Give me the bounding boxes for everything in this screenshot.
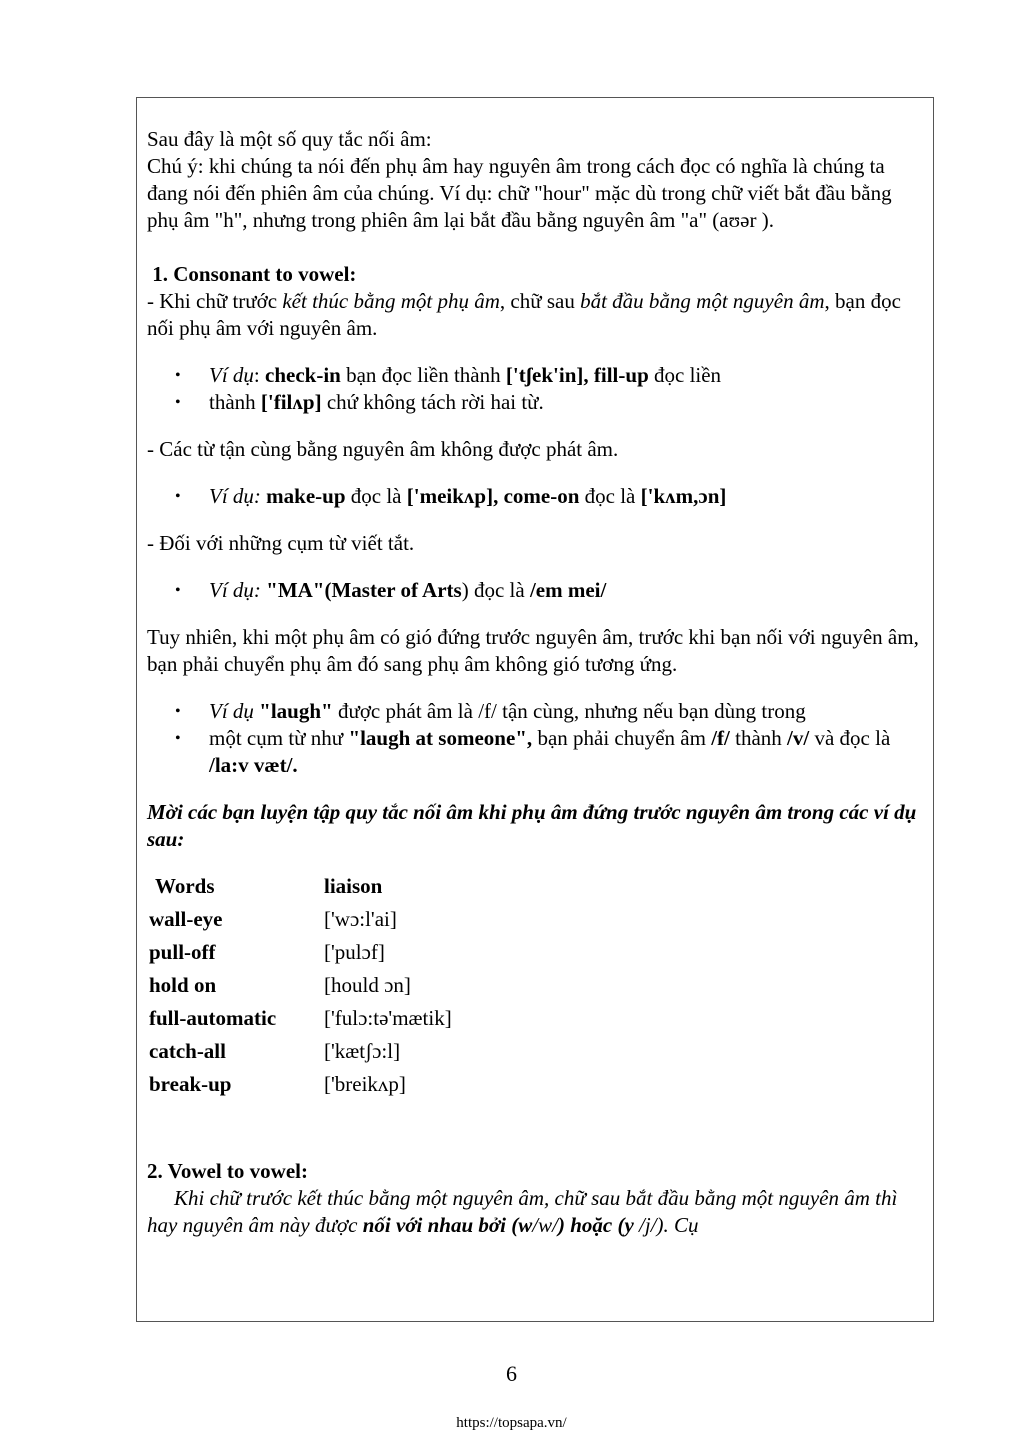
section2-heading: 2. Vowel to vowel: bbox=[147, 1159, 308, 1183]
liaison-cell: ['wɔ:l'ai] bbox=[324, 907, 397, 931]
footer-url: https://topsapa.vn/ bbox=[456, 1415, 567, 1431]
table-row bbox=[149, 906, 452, 939]
table-row bbox=[149, 1071, 452, 1104]
example-list-4 bbox=[147, 698, 927, 779]
word-cell: full-automatic bbox=[149, 1006, 277, 1030]
rule-vowel-vowel: Khi chữ trước kết thúc bằng một nguyên âm, chữ sau bắt đầu bằng một nguyên âm thì hay nguyên âm này được nối với nhau bởi (w/w/) hoặc (y /j/). Cụ bbox=[147, 1186, 898, 1237]
table-row bbox=[149, 972, 452, 1005]
document-body bbox=[147, 126, 927, 1239]
list-item: • một cụm từ như "laugh at someone", bạn phải chuyển âm /f/ thành /v/ và đọc là /la:v vӕt/. bbox=[147, 725, 927, 779]
intro-note: Chú ý: khi chúng ta nói đến phụ âm hay nguyên âm trong cách đọc có nghĩa là chúng ta đang nói đến phiên âm của chúng. Ví dụ: chữ "hour" mặc dù trong chữ viết bắt đầu bằng phụ âm "h", nhưng trong phiên âm lại bắt đầu bằng nguyên âm "a" (aʊər ). bbox=[147, 154, 892, 232]
list-item: • Ví dụ "laugh" được phát âm là /f/ tận cùng, nhưng nếu bạn dùng trong bbox=[147, 698, 927, 725]
word-cell: pull-off bbox=[149, 940, 216, 964]
liaison-cell: ['fulɔ:tə'mætik] bbox=[324, 1006, 452, 1030]
word-cell: catch-all bbox=[149, 1039, 226, 1063]
example-list-3 bbox=[147, 577, 927, 604]
section1-heading: 1. Consonant to vowel: bbox=[147, 262, 357, 286]
practice-instruction: Mời các bạn luyện tập quy tắc nối âm khi phụ âm đứng trước nguyên âm trong các ví dụ sau: bbox=[147, 800, 917, 851]
table-row bbox=[149, 1005, 452, 1038]
liaison-cell: ['pulɔf] bbox=[324, 940, 385, 964]
list-item: • Ví dụ: "MA"(Master of Arts) đọc là /em mei/ bbox=[147, 577, 927, 604]
rule-silent-vowel: - Các từ tận cùng bằng nguyên âm không được phát âm. bbox=[147, 437, 619, 461]
rule-abbreviations: - Đối với những cụm từ viết tắt. bbox=[147, 531, 415, 555]
word-cell: break-up bbox=[149, 1072, 232, 1096]
table-row bbox=[149, 939, 452, 972]
column-header-liaison: liaison bbox=[324, 874, 383, 898]
list-item: • thành ['filʌp] chứ không tách rời hai từ. bbox=[147, 389, 927, 416]
list-item: • Ví dụ: make-up đọc là ['meikʌp], come-on đọc là ['kʌm,ɔn] bbox=[147, 483, 927, 510]
example-list-2 bbox=[147, 483, 927, 510]
page-frame bbox=[136, 97, 934, 1322]
liaison-cell: ['breikʌp] bbox=[324, 1072, 406, 1096]
column-header-words: Words bbox=[155, 874, 215, 898]
liaison-cell: [hould ɔn] bbox=[324, 973, 411, 997]
word-cell: wall-eye bbox=[149, 907, 223, 931]
rule-voiced-consonant: Tuy nhiên, khi một phụ âm có gió đứng trước nguyên âm, trước khi bạn nối với nguyên âm, bạn phải chuyển phụ âm đó sang phụ âm không gió tương ứng. bbox=[147, 625, 919, 676]
table-row bbox=[149, 1038, 452, 1071]
word-cell: hold on bbox=[149, 973, 217, 997]
table-header-row bbox=[149, 873, 452, 906]
page-number: 6 bbox=[506, 1361, 517, 1386]
rule-consonant-vowel: - Khi chữ trước kết thúc bằng một phụ âm, chữ sau bắt đầu bằng một nguyên âm, bạn đọc nối phụ âm với nguyên âm. bbox=[147, 289, 901, 340]
list-item: • Ví dụ: check-in bạn đọc liền thành ['tʃek'in], fill-up đọc liền bbox=[147, 362, 927, 389]
liaison-cell: ['kætʃɔ:l] bbox=[324, 1039, 401, 1063]
example-list-1 bbox=[147, 362, 927, 416]
intro-line: Sau đây là một số quy tắc nối âm: bbox=[147, 127, 432, 151]
liaison-table bbox=[149, 873, 452, 1104]
